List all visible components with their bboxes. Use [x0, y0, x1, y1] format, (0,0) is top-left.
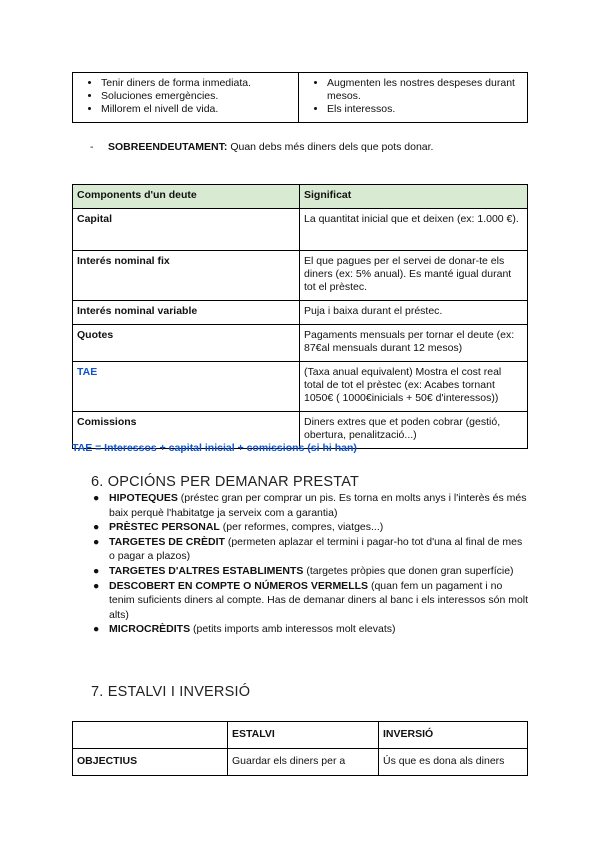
option-term: MICROCRÈDITS: [109, 623, 191, 636]
bullet-icon: ●: [93, 535, 100, 548]
pros-list: [79, 77, 292, 116]
list-item: • Els interessos.: [327, 103, 521, 116]
option-term: TARGETES D'ALTRES ESTABLIMENTS: [109, 564, 304, 577]
option-term: PRÈSTEC PERSONAL: [109, 521, 220, 534]
table-header-row: [73, 185, 528, 209]
meaning-cell: (Taxa anual equivalent) Mostra el cost real total de tot el prèstec (ex: Acabes tornant 1050€ ( 1000€inicials + 50€ d'interessos)): [300, 362, 528, 412]
list-item: [90, 535, 530, 564]
option-term: TARGETES DE CRÈDIT: [109, 535, 225, 548]
cons-list: [305, 77, 521, 116]
option-text: (per reformes, compres, viatges...): [219, 521, 384, 534]
pros-cons-table: [72, 72, 528, 123]
table-row: [73, 209, 528, 251]
table-row: [73, 749, 528, 776]
bullet-icon: ●: [93, 492, 100, 504]
option-term: DESCOBERT EN COMPTE O NÚMEROS VERMELLS: [109, 579, 369, 592]
debt-components-table: [72, 184, 528, 449]
dash-bullet: -: [90, 141, 94, 153]
bullet-icon: ●: [93, 623, 100, 636]
option-text: (préstec gran per comprar un pis. Es torna en molts anys i l'interès és més baix perquè l'habitatge ja serveix com a garantia): [109, 492, 527, 519]
list-item: [90, 520, 530, 535]
column-header: Significat: [300, 185, 528, 209]
bullet-icon: ●: [93, 521, 100, 534]
column-header: ESTALVI: [228, 722, 379, 749]
row-label: OBJECTIUS: [73, 749, 228, 776]
meaning-cell: La quantitat inicial que et deixen (ex: 1.000 €).: [300, 209, 528, 251]
savings-investment-table: [72, 721, 528, 776]
table-header-row: [73, 722, 528, 749]
meaning-cell: El que pagues per el servei de donar-te els diners (ex: 5% anual). Es manté igual durant tot el prèstec.: [300, 251, 528, 301]
pros-cell: [73, 73, 299, 123]
list-item: • Tenir diners de forma inmediata.: [101, 77, 292, 90]
list-item: • Soluciones emergències.: [101, 90, 292, 103]
component-cell: Quotes: [73, 325, 300, 362]
component-cell: Capital: [73, 209, 300, 251]
meaning-cell: Pagaments mensuals per tornar el deute (ex: 87€al mensuals durant 12 mesos): [300, 325, 528, 362]
section-heading: 7. ESTALVI I INVERSIÓ: [91, 684, 251, 700]
component-cell: Interés nominal variable: [73, 301, 300, 325]
option-text: (petits imports amb interessos molt elevats): [190, 623, 396, 636]
meaning-cell: Diners extres que et poden cobrar (gestió, obertura, penalització...): [300, 412, 528, 449]
meaning-cell: Puja i baixa durant el préstec.: [300, 301, 528, 325]
loan-options-list: [90, 491, 530, 637]
overindebtedness-definition: [90, 141, 433, 153]
section-heading: 6. OPCIÓNS PER DEMANAR PRESTAT: [91, 474, 360, 490]
component-cell: TAE: [73, 362, 300, 412]
definition-text: Quan debs més diners dels que pots donar.: [227, 141, 434, 153]
list-item: [90, 491, 530, 520]
list-item: • Augmenten les nostres despeses durant mesos.: [327, 77, 521, 103]
option-text: (quan fem un pagament i no tenim suficients diners al compte. Has de demanar diners al banc i els interessos són molt alts): [109, 579, 529, 621]
table-row: [73, 73, 528, 123]
estalvi-cell: Guardar els diners per a: [228, 749, 379, 776]
bullet-icon: ●: [93, 564, 100, 577]
option-term: HIPOTEQUES: [109, 492, 178, 504]
cons-cell: [299, 73, 528, 123]
option-text: (targetes pròpies que donen gran superfície): [303, 564, 514, 577]
list-item: • Millorem el nivell de vida.: [101, 103, 292, 116]
column-header: INVERSIÓ: [379, 722, 528, 749]
inversio-cell: Ús que es dona als diners: [379, 749, 528, 776]
list-item: [90, 579, 530, 623]
list-item: [90, 564, 530, 579]
table-row: [73, 362, 528, 412]
table-row: [73, 301, 528, 325]
column-header: [73, 722, 228, 749]
component-cell: Interés nominal fix: [73, 251, 300, 301]
bullet-icon: ●: [93, 579, 100, 592]
component-cell: Comissions: [73, 412, 300, 449]
definition-term: SOBREENDEUTAMENT:: [108, 141, 228, 153]
option-text: (permeten aplazar el termini i pagar-ho tot d'una al final de mes o pagar a plazos): [109, 535, 523, 563]
list-item: [90, 622, 530, 637]
table-row: [73, 251, 528, 301]
column-header: Components d'un deute: [73, 185, 300, 209]
tae-formula-note: TAE = Interessos + capital inicial + comissions (si hi han): [72, 442, 357, 454]
table-row: [73, 325, 528, 362]
